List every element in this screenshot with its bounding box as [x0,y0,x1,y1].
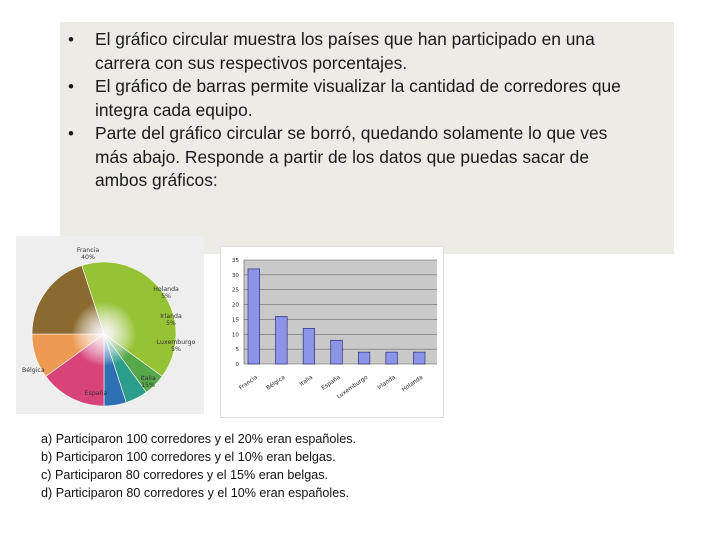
pie-label-belgica: Bélgica [22,367,45,374]
y-tick-label: 35 [231,258,239,264]
bar-italia [303,328,315,364]
pie-label-francia: Francia 40% [76,247,100,262]
x-tick-label: Luxemburgo [336,374,370,401]
answer-option-c[interactable]: c) Participaron 80 corredores y el 15% eran belgas. [41,468,329,482]
pie-chart [16,236,204,414]
bullet-list [60,22,674,193]
answer-option-b[interactable]: b) Participaron 100 corredores y el 10% eran belgas. [41,450,336,464]
y-tick-label: 30 [231,272,239,279]
bar-irlanda [386,352,398,364]
x-tick-label: Holanda [401,374,425,394]
bar-espana [331,340,343,364]
pie-label-italia: Italia 15% [140,375,156,390]
answer-option-d[interactable]: d) Participaron 80 corredores y el 10% eran españoles. [41,486,350,500]
answer-options [41,430,356,502]
instructions-panel [60,22,674,254]
bullet-text: El gráfico de barras permite visualizar la cantidad de corredores que integra cada equipo. [95,76,621,120]
bullet-item [68,28,644,75]
x-tick-label: Irlanda [376,374,397,392]
x-tick-label: Italia [298,374,315,388]
bar-chart-image [220,246,444,418]
bullet-item [68,122,644,193]
y-tick-label: 0 [235,362,239,368]
bullet-item [68,75,644,122]
y-tick-label: 20 [231,302,239,309]
bullet-symbol: • [68,30,74,49]
x-tick-label: España [320,374,342,392]
pie-chart-image [16,236,204,414]
bar-holanda [413,352,425,364]
bullet-symbol: • [68,124,74,143]
bar-luxemburgo [358,352,370,364]
y-tick-label: 10 [231,332,239,339]
pie-label-irlanda: Irlanda 5% [160,313,182,328]
x-tick-label: Francia [238,374,259,392]
y-tick-label: 25 [231,287,239,294]
bullet-symbol: • [68,77,74,96]
x-tick-label: Bélgica [265,374,287,392]
y-tick-label: 15 [231,317,239,324]
bar-francia [248,269,260,364]
pie-label-holanda: Holanda 5% [153,286,179,301]
y-tick-label: 5 [235,347,239,354]
bullet-text: El gráfico circular muestra los países que han participado en una carrera con sus respectivos porcentajes. [95,29,595,73]
bar-chart [221,247,443,417]
bullet-text: Parte del gráfico circular se borró, quedando solamente lo que ves más abajo. Responde a partir de los datos que puedas sacar de ambos gráficos: [95,123,608,190]
answer-option-a[interactable]: a) Participaron 100 corredores y el 20% eran españoles. [41,432,357,446]
pie-label-luxemburgo: Luxemburgo 5% [156,339,196,354]
pie-label-espana: España [84,390,108,397]
bar-belgica [276,316,288,364]
